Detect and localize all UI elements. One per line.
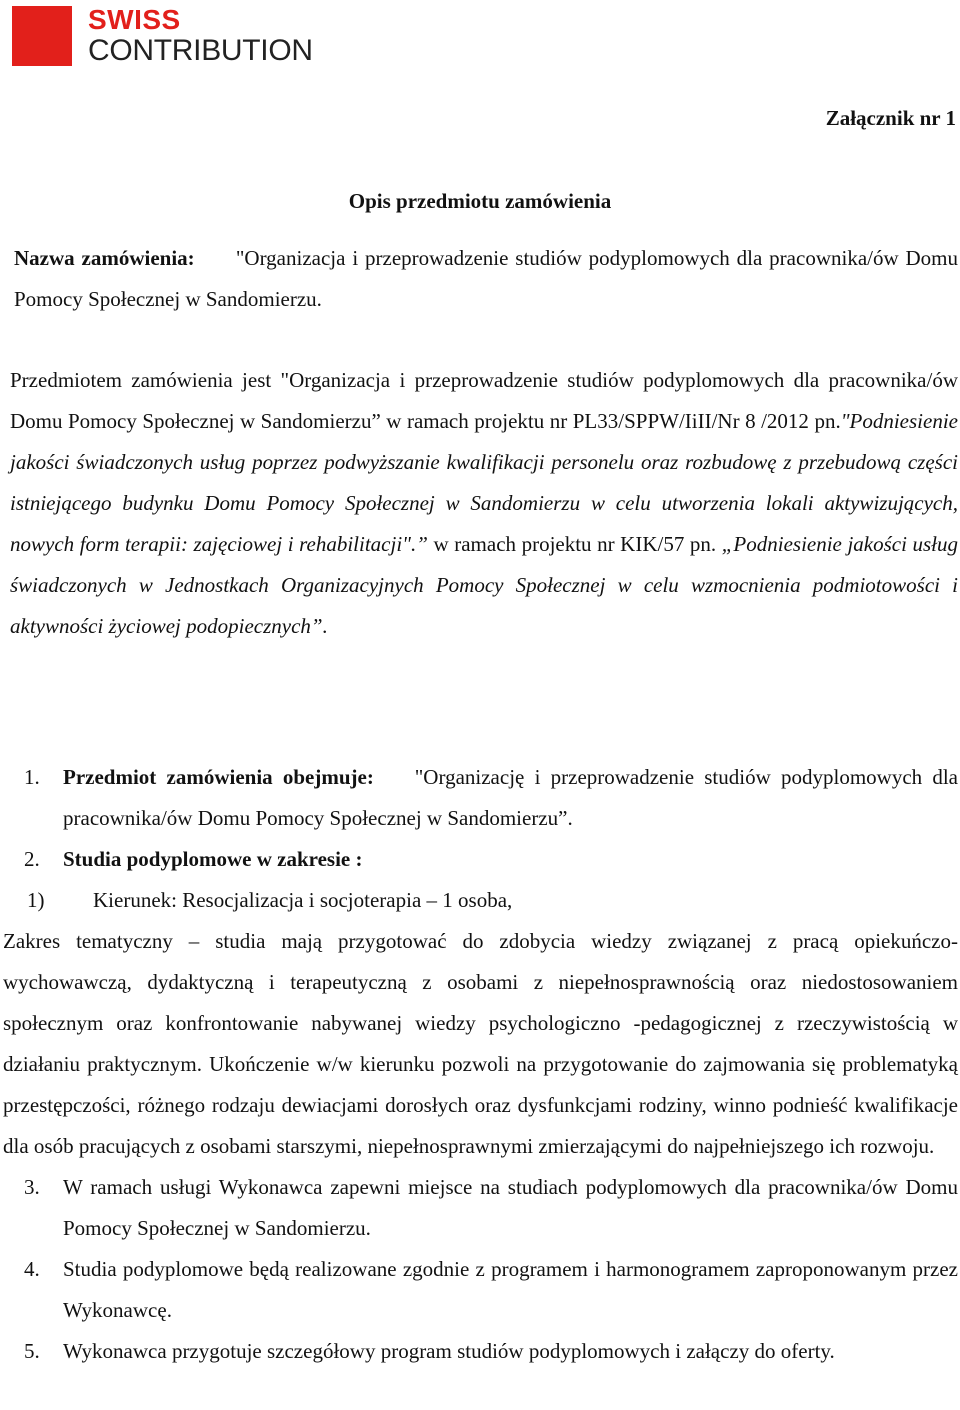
logo-wordmark — [88, 6, 313, 66]
list-item-text: Wykonawca przygotuje szczegółowy program studiów podyplomowych i załączy do oferty. — [63, 1339, 835, 1363]
annex-label: Załącznik nr 1 — [825, 106, 956, 130]
logo-line-contribution: CONTRIBUTION — [88, 34, 313, 67]
swiss-flag-shape — [12, 6, 72, 66]
project2-title: „Podniesienie jakości usług świadczonych w Jednostkach Organizacyjnych Pomocy Społecznej w celu wzmocnienia podmiotowości i aktywności życiowej podopiecznych”. — [10, 532, 959, 638]
project1-title: "Podniesienie jakości świadczonych usług poprzez podwyższanie kwalifikacji personelu oraz rozbudowę z przebudową części istniejącego budynku Domu Pomocy Społecznej w Sandomierzu w celu utworzenia lokali aktywizujących, nowych form terapii: zajęciowej i rehabilitacji".” — [10, 409, 958, 556]
logo-line-swiss: SWISS — [88, 4, 181, 35]
list-item-text: "Organizację i przeprowadzenie studiów podyplomowych dla pracownika/ów Domu Pomocy Społecznej w Sandomierzu”. — [63, 765, 959, 830]
scope-paragraph: Zakres tematyczny – studia mają przygotować do zdobycia wiedzy związanej z pracą opiekuńczo-wychowawczą, dydaktyczną i terapeutyczną z osobami z niepełnosprawnością oraz niedostosowaniem społecznym oraz konfrontowanie nabywanej wiedzy psychologiczno -pedagogicznej z rzeczywistością w działaniu praktycznym. Ukończenie w/w kierunku pozwoli na przygotowanie do zajmowania się problematyką przestępczości, różnego rodzaju dewiacjami dorosłych oraz dysfunkcjami rodziny, winno podnieść kwalifikacje dla osób pracujących z osobami starszymi, niepełnosprawnymi zmierzającymi do najpełniejszego ich rozwoju. — [3, 929, 958, 1158]
subject-intro: Przedmiotem zamówienia jest "Organizacja i przeprowadzenie studiów podyplomowych dla pracownika/ów Domu Pomocy Społecznej w Sandomierzu” w ramach projektu nr PL33/SPPW/IiII/Nr 8 /2012 pn. — [10, 368, 958, 433]
swiss-flag-icon — [12, 6, 72, 66]
list-item — [0, 839, 960, 880]
list-item-text: Studia podyplomowe będą realizowane zgodnie z programem i harmonogramem zaproponowanym przez Wykonawcę. — [63, 1257, 958, 1322]
list-item-number: 2. — [24, 847, 40, 871]
order-name-text: "Organizacja i przeprowadzenie studiów podyplomowych dla pracownika/ów Domu Pomocy Społecznej w Sandomierzu. — [14, 246, 958, 311]
sub-list-item-number: 1) — [27, 888, 45, 912]
list-item-number: 4. — [24, 1257, 40, 1281]
subject-middle: w ramach projektu nr KIK/57 pn. — [427, 532, 722, 556]
list-item — [0, 757, 960, 839]
document-heading: Opis przedmiotu zamówienia — [348, 189, 612, 213]
subject-paragraph — [10, 360, 958, 647]
list-item — [0, 1167, 960, 1249]
sub-list-item — [0, 880, 960, 921]
list-item-number: 1. — [24, 765, 40, 789]
list-item-label: Studia podyplomowe w zakresie : — [63, 847, 363, 871]
swiss-contribution-logo — [12, 6, 313, 66]
sub-list-item-text: Kierunek: Resocjalizacja i socjoterapia – 1 osoba, — [93, 888, 513, 912]
list-item — [0, 1249, 960, 1331]
requirements-list — [0, 757, 960, 1372]
list-item-label: Przedmiot zamówienia obejmuje: — [63, 765, 374, 789]
order-name-paragraph — [14, 238, 958, 320]
list-item-text: W ramach usługi Wykonawca zapewni miejsce na studiach podyplomowych dla pracownika/ów Domu Pomocy Społecznej w Sandomierzu. — [63, 1175, 958, 1240]
list-item-number: 3. — [24, 1175, 40, 1199]
list-item-number: 5. — [24, 1339, 40, 1363]
list-item — [0, 1331, 960, 1372]
order-name-label: Nazwa zamówienia: — [14, 246, 195, 270]
